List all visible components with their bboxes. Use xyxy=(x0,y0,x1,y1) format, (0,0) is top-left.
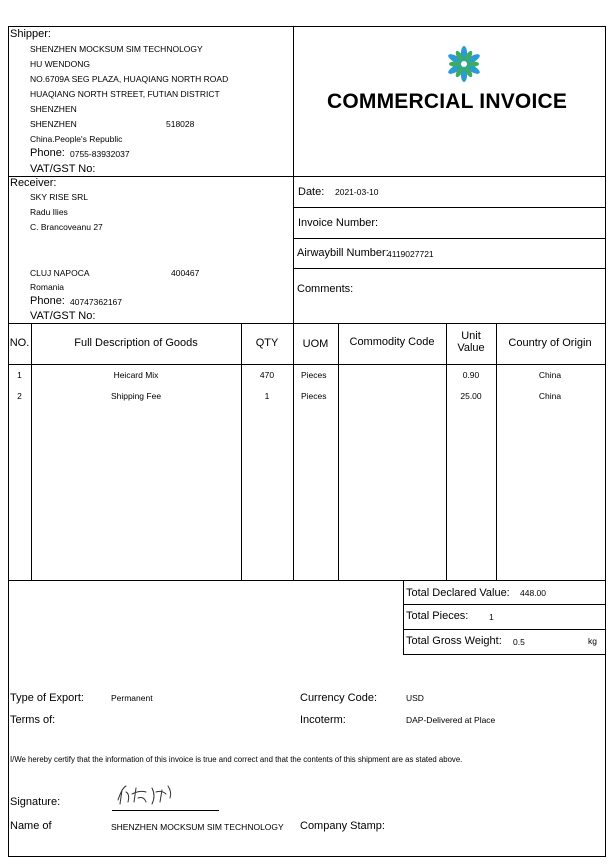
incoterm-label: Incoterm: xyxy=(300,714,346,726)
total-pieces-label: Total Pieces: xyxy=(406,610,469,622)
row-1-no: 1 xyxy=(17,370,22,380)
shipper-contact: HU WENDONG xyxy=(30,59,90,69)
export-type-label: Type of Export: xyxy=(10,692,84,704)
receiver-label: Receiver: xyxy=(10,177,57,189)
col-header-commodity-code: Commodity Code xyxy=(349,336,435,348)
currency-code-value: USD xyxy=(406,693,424,703)
currency-code-label: Currency Code: xyxy=(300,692,378,704)
shipper-addr1: NO.6709A SEG PLAZA, HUAQIANG NORTH ROAD xyxy=(30,74,229,84)
receiver-contact: Radu Ilies xyxy=(30,207,68,217)
name-of-label: Name of xyxy=(10,820,52,832)
col-divider xyxy=(338,323,339,580)
receiver-postcode: 400467 xyxy=(171,268,200,278)
shipper-phone-label: Phone: xyxy=(30,147,65,159)
invoice-number-label: Invoice Number: xyxy=(298,217,379,229)
row-1-unit-value: 0.90 xyxy=(462,370,480,380)
shipper-vat-label: VAT/GST No: xyxy=(30,163,96,175)
signature-line xyxy=(112,810,219,811)
certification-statement: I/We hereby certify that the information of this invoice is true and correct and that the contents of this shipment are as stated above. xyxy=(10,755,463,764)
total-weight-label: Total Gross Weight: xyxy=(406,635,502,647)
receiver-phone-label: Phone: xyxy=(30,295,65,307)
signature-label: Signature: xyxy=(10,796,61,808)
row-1-qty: 470 xyxy=(259,370,275,380)
col-divider xyxy=(293,323,294,580)
row-2-unit-value: 25.00 xyxy=(460,391,482,401)
name-of-value: SHENZHEN MOCKSUM SIM TECHNOLOGY xyxy=(111,822,284,832)
col-header-uom: UOM xyxy=(302,338,329,350)
row-1-origin: China xyxy=(538,370,562,380)
col-header-origin: Country of Origin xyxy=(508,337,592,349)
document-title: COMMERCIAL INVOICE xyxy=(327,90,568,113)
table-top-border xyxy=(8,323,606,324)
export-type-value: Permanent xyxy=(111,693,153,703)
date-value: 2021-03-10 xyxy=(335,187,379,197)
company-logo xyxy=(444,44,484,84)
shipper-receiver-divider xyxy=(8,176,606,177)
col-divider xyxy=(241,323,242,580)
totals-divider xyxy=(403,629,606,630)
comments-label: Comments: xyxy=(297,283,354,295)
total-declared-value: 448.00 xyxy=(520,588,546,598)
receiver-city: CLUJ NAPOCA xyxy=(30,268,90,278)
shipper-label: Shipper: xyxy=(10,28,51,40)
receiver-addr1: C. Brancoveanu 27 xyxy=(30,222,103,232)
shipper-addr2: HUAQIANG NORTH STREET, FUTIAN DISTRICT xyxy=(30,89,220,99)
receiver-country: Romania xyxy=(30,282,65,292)
receiver-vat-label: VAT/GST No: xyxy=(30,310,96,322)
shipper-postcode: 518028 xyxy=(166,119,195,129)
row-1-description: Heicard Mix xyxy=(113,370,159,380)
col-divider xyxy=(446,323,447,580)
total-declared-label: Total Declared Value: xyxy=(406,587,510,599)
handwritten-signature xyxy=(112,780,182,808)
row-1-uom: Pieces xyxy=(301,370,327,380)
airwaybill-value: 4119027721 xyxy=(387,249,434,259)
col-header-qty: QTY xyxy=(255,337,279,349)
row-2-no: 2 xyxy=(17,391,22,401)
receiver-phone: 40747362167 xyxy=(70,297,123,307)
row-2-origin: China xyxy=(538,391,562,401)
total-pieces-value: 1 xyxy=(489,612,494,622)
total-weight-value: 0.5 xyxy=(513,637,525,647)
row-2-uom: Pieces xyxy=(301,391,327,401)
shipper-country: China.People's Republic xyxy=(30,134,123,144)
totals-divider xyxy=(403,604,606,605)
invoice-divider xyxy=(293,238,606,239)
airwaybill-label: Airwaybill Number: xyxy=(297,247,389,259)
col-divider xyxy=(496,323,497,580)
total-weight-unit: kg xyxy=(588,636,597,646)
shipper-phone: 0755-83932037 xyxy=(70,149,130,159)
col-header-unit-value-line2: Value xyxy=(457,342,485,354)
receiver-company: SKY RISE SRL xyxy=(30,192,88,202)
col-header-description: Full Description of Goods xyxy=(74,337,198,349)
shipper-addr3: SHENZHEN xyxy=(30,104,77,114)
shipper-company: SHENZHEN MOCKSUM SIM TECHNOLOGY xyxy=(30,44,203,54)
top-divider xyxy=(293,26,294,323)
company-stamp-label: Company Stamp: xyxy=(300,820,385,832)
table-header-border xyxy=(8,364,606,365)
row-2-description: Shipping Fee xyxy=(110,391,162,401)
airwaybill-divider xyxy=(293,268,606,269)
col-divider xyxy=(31,323,32,580)
incoterm-value: DAP-Delivered at Place xyxy=(406,715,496,725)
date-divider xyxy=(293,207,606,208)
terms-label: Terms of: xyxy=(10,714,56,726)
col-header-no: NO. xyxy=(9,337,30,349)
date-label: Date: xyxy=(298,186,325,198)
shipper-city: SHENZHEN xyxy=(30,119,77,129)
col-header-unit-value-line1: Unit xyxy=(461,330,481,342)
row-2-qty: 1 xyxy=(264,391,270,401)
